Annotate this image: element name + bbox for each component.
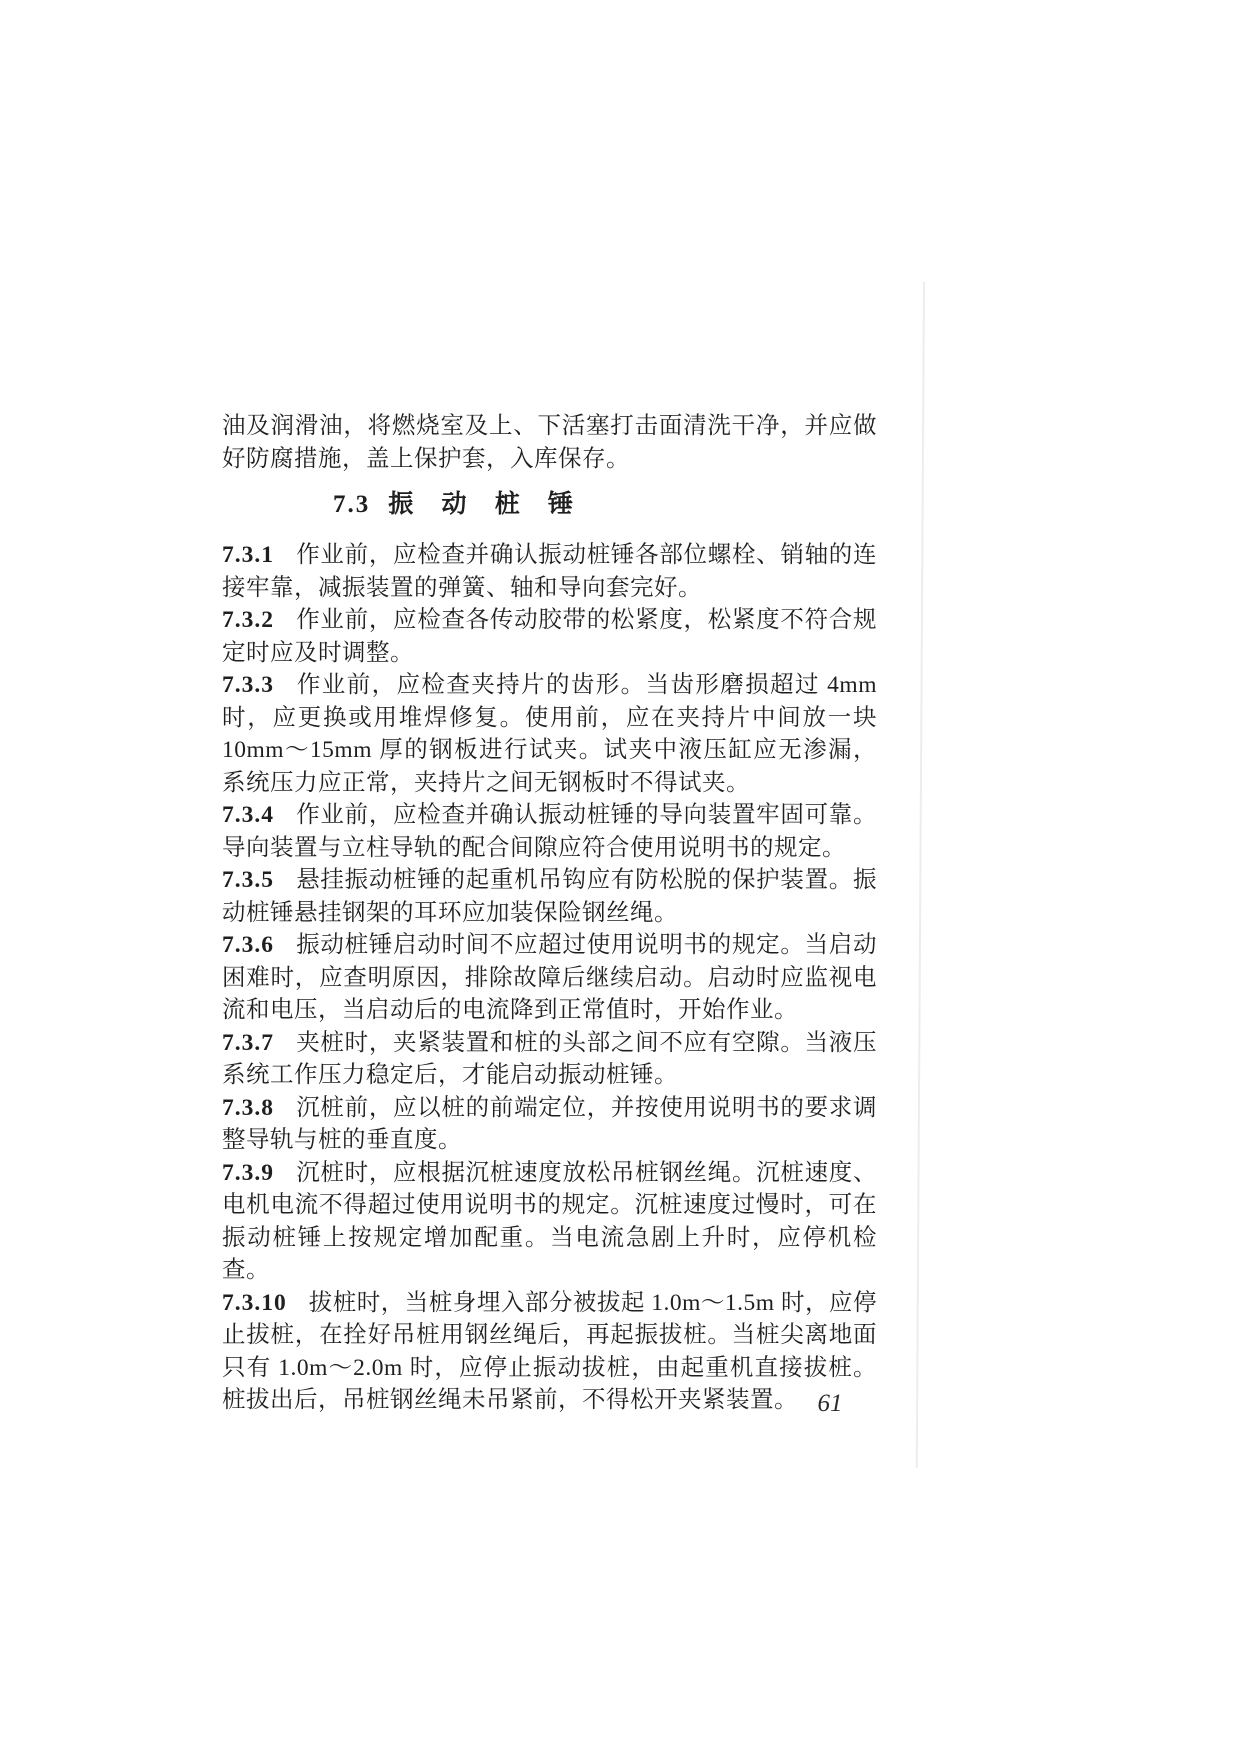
page-number: 61: [817, 1390, 843, 1417]
section-heading-title: 振 动 桩 锤: [388, 491, 584, 518]
clause-7-3-2: [222, 604, 877, 669]
scan-artifact-line: [916, 282, 925, 1468]
clause-text: 夹桩时，夹紧装置和桩的头部之间不应有空隙。当液压系统工作压力稳定后，才能启动振动桩锤。: [222, 1029, 877, 1088]
clause-number: 7.3.7: [222, 1029, 274, 1056]
clause-7-3-10: [222, 1287, 877, 1417]
clause-7-3-5: [222, 864, 877, 929]
clause-number: 7.3.3: [222, 672, 274, 698]
clause-number: 7.3.1: [222, 542, 274, 568]
clause-number: 7.3.5: [222, 867, 274, 893]
clause-text: 沉桩时，应根据沉桩速度放松吊桩钢丝绳。沉桩速度、电机电流不得超过使用说明书的规定。沉桩速度过慢时，可在振动桩锤上按规定增加配重。当电流急剧上升时，应停机检查。: [222, 1159, 877, 1283]
clause-text: 作业前，应检查并确认振动桩锤各部位螺栓、销轴的连接牢靠，减振装置的弹簧、轴和导向套完好。: [222, 542, 877, 601]
clause-text: 振动桩锤启动时间不应超过使用说明书的规定。当启动困难时，应查明原因，排除故障后继续启动。启动时应监视电流和电压，当启动后的电流降到正常值时，开始作业。: [222, 932, 877, 1023]
clause-7-3-1: [222, 539, 877, 604]
clause-7-3-4: [222, 799, 877, 864]
clause-number: 7.3.8: [222, 1094, 274, 1121]
clause-number: 7.3.9: [222, 1159, 274, 1186]
clause-7-3-9: [222, 1157, 877, 1287]
clause-text: 沉桩前，应以桩的前端定位，并按使用说明书的要求调整导轨与桩的垂直度。: [222, 1094, 877, 1153]
clause-list: [222, 539, 877, 1417]
clause-number: 7.3.6: [222, 932, 274, 958]
clause-text: 作业前，应检查并确认振动桩锤的导向装置牢固可靠。导向装置与立柱导轨的配合间隙应符合使用说明书的规定。: [222, 802, 877, 861]
section-heading-number: 7.3: [332, 491, 371, 518]
clause-7-3-8: [222, 1092, 877, 1157]
clause-text: 作业前，应检查夹持片的齿形。当齿形磨损超过 4mm 时，应更换或用堆焊修复。使用前，应在夹持片中间放一块 10mm～15mm 厚的钢板进行试夹。试夹中液压缸应无渗漏，系统压力应正常，夹持片之间无钢板时不得试夹。: [222, 672, 877, 796]
clause-text: 悬挂振动桩锤的起重机吊钩应有防松脱的保护装置。振动桩锤悬挂钢架的耳环应加装保险钢丝绳。: [222, 867, 877, 926]
page-content: [222, 410, 877, 1417]
clause-number: 7.3.4: [222, 802, 274, 828]
clause-text: 拔桩时，当桩身埋入部分被拔起 1.0m～1.5m 时，应停止拔桩，在拴好吊桩用钢丝绳后，再起振拔桩。当桩尖离地面只有 1.0m～2.0m 时，应停止振动拔桩，由起重机直接拔桩。桩拔出后，吊桩钢丝绳未吊紧前，不得松开夹紧装置。: [222, 1289, 877, 1413]
section-heading: [131, 488, 786, 521]
intro-paragraph: 油及润滑油，将燃烧室及上、下活塞打击面清洗干净，并应做好防腐措施，盖上保护套，入库保存。: [222, 413, 877, 472]
clause-7-3-3: [222, 669, 877, 799]
clause-7-3-7: [222, 1027, 877, 1092]
clause-number: 7.3.2: [222, 607, 274, 633]
clause-number: 7.3.10: [222, 1289, 287, 1316]
clause-7-3-6: [222, 929, 877, 1027]
clause-text: 作业前，应检查各传动胶带的松紧度，松紧度不符合规定时应及时调整。: [222, 607, 877, 666]
